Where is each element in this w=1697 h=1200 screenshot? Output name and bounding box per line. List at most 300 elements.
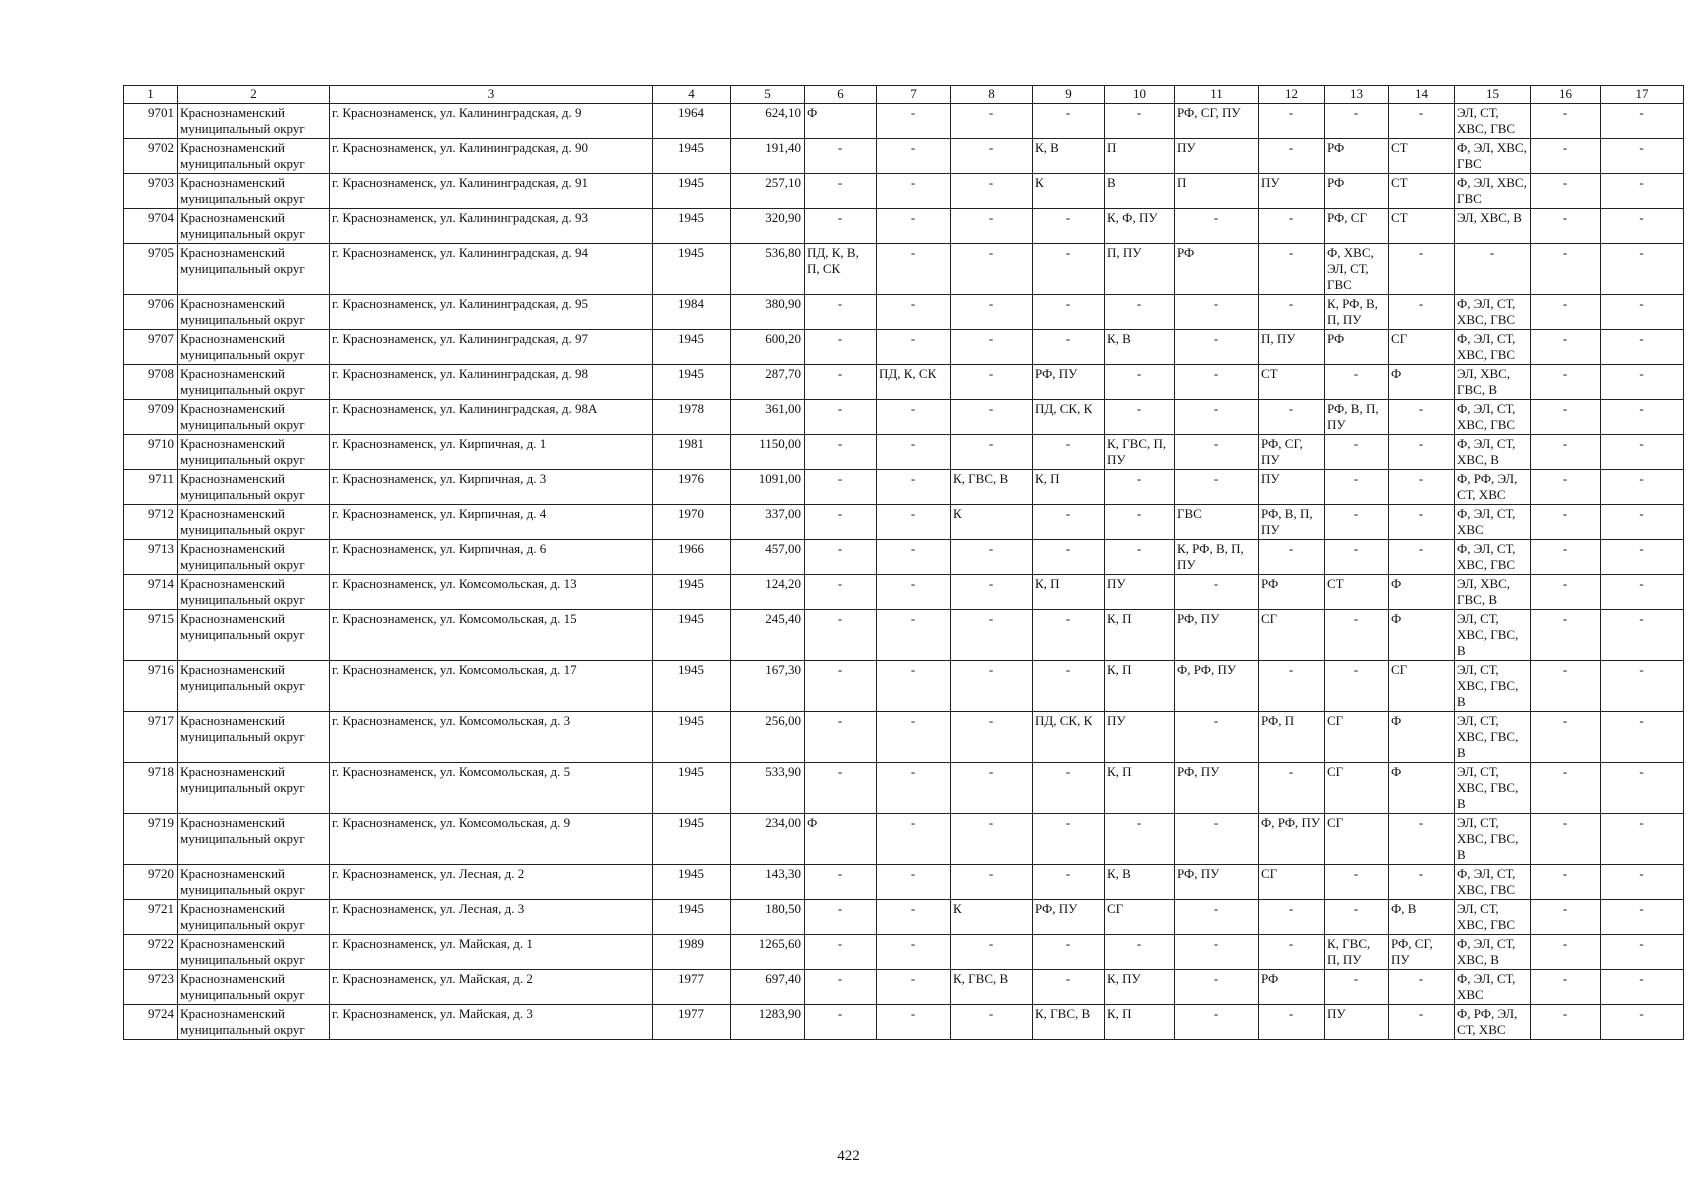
col-15-cell: Ф, ЭЛ, ХВС, ГВС xyxy=(1455,174,1531,209)
build-year-cell: 1945 xyxy=(653,900,731,935)
col-7-cell: ПД, К, СК xyxy=(877,365,951,400)
municipality-cell: Краснознаменский муниципальный округ xyxy=(178,610,330,661)
col-8-cell: - xyxy=(951,935,1033,970)
col-15-cell: Ф, ЭЛ, СТ, ХВС, В xyxy=(1455,935,1531,970)
col-16-cell: - xyxy=(1531,470,1601,505)
build-year-cell: 1945 xyxy=(653,814,731,865)
municipality-cell: Краснознаменский муниципальный округ xyxy=(178,435,330,470)
col-6-cell: - xyxy=(805,365,877,400)
row-id-cell: 9713 xyxy=(124,540,178,575)
col-16-cell: - xyxy=(1531,661,1601,712)
col-9-cell: - xyxy=(1033,661,1105,712)
col-15-cell: Ф, ЭЛ, ХВС, ГВС xyxy=(1455,139,1531,174)
build-year-cell: 1976 xyxy=(653,470,731,505)
col-11-cell: - xyxy=(1175,712,1259,763)
col-6-cell: - xyxy=(805,970,877,1005)
col-10-cell: - xyxy=(1105,470,1175,505)
col-10-cell: СГ xyxy=(1105,900,1175,935)
col-11-cell: - xyxy=(1175,209,1259,244)
col-6-cell: - xyxy=(805,209,877,244)
col-11-cell: - xyxy=(1175,900,1259,935)
column-header-6: 6 xyxy=(805,86,877,104)
address-cell: г. Краснознаменск, ул. Калининградская, д. 97 xyxy=(330,330,653,365)
col-7-cell: - xyxy=(877,330,951,365)
build-year-cell: 1945 xyxy=(653,365,731,400)
row-id-cell: 9715 xyxy=(124,610,178,661)
col-13-cell: Ф, ХВС, ЭЛ, СТ, ГВС xyxy=(1325,244,1389,295)
col-12-cell: - xyxy=(1259,763,1325,814)
col-15-cell: Ф, ЭЛ, СТ, ХВС xyxy=(1455,970,1531,1005)
col-7-cell: - xyxy=(877,400,951,435)
table-row xyxy=(124,505,1684,540)
column-header-16: 16 xyxy=(1531,86,1601,104)
col-17-cell: - xyxy=(1601,295,1684,330)
col-6-cell: - xyxy=(805,540,877,575)
col-8-cell: - xyxy=(951,610,1033,661)
col-10-cell: К, ГВС, П, ПУ xyxy=(1105,435,1175,470)
col-7-cell: - xyxy=(877,865,951,900)
table-row xyxy=(124,865,1684,900)
col-16-cell: - xyxy=(1531,865,1601,900)
col-11-cell: - xyxy=(1175,330,1259,365)
build-year-cell: 1977 xyxy=(653,970,731,1005)
municipality-cell: Краснознаменский муниципальный округ xyxy=(178,900,330,935)
col-12-cell: - xyxy=(1259,400,1325,435)
municipality-cell: Краснознаменский муниципальный округ xyxy=(178,865,330,900)
column-header-2: 2 xyxy=(178,86,330,104)
col-13-cell: К, РФ, В, П, ПУ xyxy=(1325,295,1389,330)
col-15-cell: ЭЛ, СТ, ХВС, ГВС, В xyxy=(1455,814,1531,865)
col-16-cell: - xyxy=(1531,209,1601,244)
build-year-cell: 1945 xyxy=(653,661,731,712)
build-year-cell: 1945 xyxy=(653,610,731,661)
table-row xyxy=(124,935,1684,970)
col-6-cell: - xyxy=(805,1005,877,1040)
col-12-cell: П, ПУ xyxy=(1259,330,1325,365)
municipality-cell: Краснознаменский муниципальный округ xyxy=(178,661,330,712)
row-id-cell: 9702 xyxy=(124,139,178,174)
col-6-cell: - xyxy=(805,865,877,900)
table-row xyxy=(124,814,1684,865)
col-12-cell: - xyxy=(1259,661,1325,712)
column-header-11: 11 xyxy=(1175,86,1259,104)
row-id-cell: 9706 xyxy=(124,295,178,330)
address-cell: г. Краснознаменск, ул. Кирпичная, д. 1 xyxy=(330,435,653,470)
area-cell: 287,70 xyxy=(731,365,805,400)
col-11-cell: - xyxy=(1175,400,1259,435)
col-14-cell: СГ xyxy=(1389,661,1455,712)
municipality-cell: Краснознаменский муниципальный округ xyxy=(178,139,330,174)
col-15-cell: ЭЛ, ХВС, ГВС, В xyxy=(1455,575,1531,610)
area-cell: 320,90 xyxy=(731,209,805,244)
col-8-cell: - xyxy=(951,174,1033,209)
col-9-cell: ПД, СК, К xyxy=(1033,712,1105,763)
col-9-cell: - xyxy=(1033,935,1105,970)
address-cell: г. Краснознаменск, ул. Майская, д. 2 xyxy=(330,970,653,1005)
table-row xyxy=(124,900,1684,935)
col-16-cell: - xyxy=(1531,1005,1601,1040)
col-6-cell: - xyxy=(805,712,877,763)
col-15-cell: Ф, ЭЛ, СТ, ХВС, ГВС xyxy=(1455,540,1531,575)
col-11-cell: РФ, ПУ xyxy=(1175,610,1259,661)
col-17-cell: - xyxy=(1601,505,1684,540)
municipality-cell: Краснознаменский муниципальный округ xyxy=(178,470,330,505)
col-16-cell: - xyxy=(1531,435,1601,470)
col-15-cell: Ф, РФ, ЭЛ, СТ, ХВС xyxy=(1455,470,1531,505)
col-9-cell: - xyxy=(1033,295,1105,330)
row-id-cell: 9710 xyxy=(124,435,178,470)
col-13-cell: - xyxy=(1325,865,1389,900)
col-7-cell: - xyxy=(877,900,951,935)
col-16-cell: - xyxy=(1531,295,1601,330)
col-14-cell: СТ xyxy=(1389,174,1455,209)
col-6-cell: - xyxy=(805,139,877,174)
col-7-cell: - xyxy=(877,104,951,139)
area-cell: 337,00 xyxy=(731,505,805,540)
column-header-10: 10 xyxy=(1105,86,1175,104)
col-8-cell: К xyxy=(951,505,1033,540)
col-14-cell: Ф, В xyxy=(1389,900,1455,935)
col-7-cell: - xyxy=(877,661,951,712)
col-10-cell: К, В xyxy=(1105,330,1175,365)
col-6-cell: - xyxy=(805,505,877,540)
col-10-cell: - xyxy=(1105,505,1175,540)
col-6-cell: Ф xyxy=(805,814,877,865)
col-10-cell: К, В xyxy=(1105,865,1175,900)
build-year-cell: 1945 xyxy=(653,712,731,763)
col-12-cell: СТ xyxy=(1259,365,1325,400)
col-7-cell: - xyxy=(877,970,951,1005)
col-15-cell: Ф, ЭЛ, СТ, ХВС xyxy=(1455,505,1531,540)
municipality-cell: Краснознаменский муниципальный округ xyxy=(178,295,330,330)
col-8-cell: - xyxy=(951,763,1033,814)
municipality-cell: Краснознаменский муниципальный округ xyxy=(178,209,330,244)
address-cell: г. Краснознаменск, ул. Калининградская, д. 91 xyxy=(330,174,653,209)
col-10-cell: - xyxy=(1105,104,1175,139)
col-12-cell: ПУ xyxy=(1259,470,1325,505)
row-id-cell: 9718 xyxy=(124,763,178,814)
col-9-cell: - xyxy=(1033,540,1105,575)
area-cell: 234,00 xyxy=(731,814,805,865)
col-8-cell: К, ГВС, В xyxy=(951,970,1033,1005)
table-row xyxy=(124,104,1684,139)
table-row xyxy=(124,295,1684,330)
col-17-cell: - xyxy=(1601,900,1684,935)
col-10-cell: ПУ xyxy=(1105,575,1175,610)
col-9-cell: - xyxy=(1033,763,1105,814)
register-table xyxy=(123,85,1684,1040)
col-14-cell: Ф xyxy=(1389,610,1455,661)
col-17-cell: - xyxy=(1601,174,1684,209)
col-7-cell: - xyxy=(877,814,951,865)
col-11-cell: - xyxy=(1175,814,1259,865)
col-14-cell: - xyxy=(1389,104,1455,139)
col-17-cell: - xyxy=(1601,104,1684,139)
col-14-cell: СГ xyxy=(1389,330,1455,365)
col-10-cell: К, ПУ xyxy=(1105,970,1175,1005)
col-10-cell: К, Ф, ПУ xyxy=(1105,209,1175,244)
row-id-cell: 9711 xyxy=(124,470,178,505)
build-year-cell: 1966 xyxy=(653,540,731,575)
col-16-cell: - xyxy=(1531,244,1601,295)
col-7-cell: - xyxy=(877,174,951,209)
area-cell: 167,30 xyxy=(731,661,805,712)
table-row xyxy=(124,575,1684,610)
col-6-cell: Ф xyxy=(805,104,877,139)
municipality-cell: Краснознаменский муниципальный округ xyxy=(178,814,330,865)
col-14-cell: СТ xyxy=(1389,139,1455,174)
col-6-cell: - xyxy=(805,174,877,209)
col-13-cell: РФ, В, П, ПУ xyxy=(1325,400,1389,435)
col-12-cell: СГ xyxy=(1259,865,1325,900)
column-header-13: 13 xyxy=(1325,86,1389,104)
row-id-cell: 9709 xyxy=(124,400,178,435)
municipality-cell: Краснознаменский муниципальный округ xyxy=(178,400,330,435)
col-15-cell: Ф, ЭЛ, СТ, ХВС, ГВС xyxy=(1455,400,1531,435)
col-16-cell: - xyxy=(1531,575,1601,610)
col-7-cell: - xyxy=(877,1005,951,1040)
col-10-cell: - xyxy=(1105,295,1175,330)
col-8-cell: - xyxy=(951,209,1033,244)
col-11-cell: - xyxy=(1175,295,1259,330)
col-17-cell: - xyxy=(1601,470,1684,505)
build-year-cell: 1945 xyxy=(653,174,731,209)
row-id-cell: 9705 xyxy=(124,244,178,295)
col-7-cell: - xyxy=(877,139,951,174)
col-9-cell: РФ, ПУ xyxy=(1033,900,1105,935)
col-8-cell: - xyxy=(951,540,1033,575)
column-header-8: 8 xyxy=(951,86,1033,104)
col-13-cell: - xyxy=(1325,610,1389,661)
col-13-cell: - xyxy=(1325,900,1389,935)
col-10-cell: К, П xyxy=(1105,610,1175,661)
col-10-cell: - xyxy=(1105,814,1175,865)
area-cell: 1150,00 xyxy=(731,435,805,470)
area-cell: 245,40 xyxy=(731,610,805,661)
col-10-cell: - xyxy=(1105,540,1175,575)
col-12-cell: - xyxy=(1259,104,1325,139)
col-16-cell: - xyxy=(1531,935,1601,970)
col-11-cell: РФ, ПУ xyxy=(1175,763,1259,814)
table-row xyxy=(124,540,1684,575)
address-cell: г. Краснознаменск, ул. Комсомольская, д. 9 xyxy=(330,814,653,865)
col-8-cell: - xyxy=(951,400,1033,435)
area-cell: 533,90 xyxy=(731,763,805,814)
area-cell: 256,00 xyxy=(731,712,805,763)
col-11-cell: РФ xyxy=(1175,244,1259,295)
col-13-cell: - xyxy=(1325,970,1389,1005)
col-14-cell: РФ, СГ, ПУ xyxy=(1389,935,1455,970)
col-9-cell: - xyxy=(1033,865,1105,900)
col-17-cell: - xyxy=(1601,610,1684,661)
col-8-cell: - xyxy=(951,330,1033,365)
table-row xyxy=(124,610,1684,661)
col-9-cell: К xyxy=(1033,174,1105,209)
col-9-cell: - xyxy=(1033,610,1105,661)
col-10-cell: К, П xyxy=(1105,1005,1175,1040)
address-cell: г. Краснознаменск, ул. Комсомольская, д. 5 xyxy=(330,763,653,814)
col-16-cell: - xyxy=(1531,104,1601,139)
col-14-cell: - xyxy=(1389,814,1455,865)
col-9-cell: - xyxy=(1033,330,1105,365)
col-8-cell: - xyxy=(951,814,1033,865)
col-15-cell: ЭЛ, ХВС, В xyxy=(1455,209,1531,244)
col-7-cell: - xyxy=(877,712,951,763)
address-cell: г. Краснознаменск, ул. Калининградская, д. 95 xyxy=(330,295,653,330)
col-11-cell: П xyxy=(1175,174,1259,209)
col-11-cell: Ф, РФ, ПУ xyxy=(1175,661,1259,712)
area-cell: 1091,00 xyxy=(731,470,805,505)
table-row xyxy=(124,400,1684,435)
col-13-cell: СГ xyxy=(1325,763,1389,814)
municipality-cell: Краснознаменский муниципальный округ xyxy=(178,1005,330,1040)
col-14-cell: Ф xyxy=(1389,575,1455,610)
col-14-cell: Ф xyxy=(1389,763,1455,814)
col-12-cell: - xyxy=(1259,139,1325,174)
row-id-cell: 9724 xyxy=(124,1005,178,1040)
col-14-cell: - xyxy=(1389,295,1455,330)
col-8-cell: - xyxy=(951,435,1033,470)
address-cell: г. Краснознаменск, ул. Лесная, д. 2 xyxy=(330,865,653,900)
col-8-cell: - xyxy=(951,104,1033,139)
table-row xyxy=(124,244,1684,295)
col-13-cell: - xyxy=(1325,435,1389,470)
row-id-cell: 9701 xyxy=(124,104,178,139)
col-12-cell: ПУ xyxy=(1259,174,1325,209)
col-17-cell: - xyxy=(1601,365,1684,400)
address-cell: г. Краснознаменск, ул. Калининградская, д. 94 xyxy=(330,244,653,295)
col-7-cell: - xyxy=(877,610,951,661)
col-8-cell: - xyxy=(951,661,1033,712)
col-8-cell: - xyxy=(951,575,1033,610)
column-header-9: 9 xyxy=(1033,86,1105,104)
col-9-cell: - xyxy=(1033,505,1105,540)
col-13-cell: - xyxy=(1325,470,1389,505)
column-header-12: 12 xyxy=(1259,86,1325,104)
col-11-cell: ПУ xyxy=(1175,139,1259,174)
col-10-cell: В xyxy=(1105,174,1175,209)
col-13-cell: - xyxy=(1325,505,1389,540)
address-cell: г. Краснознаменск, ул. Комсомольская, д. 17 xyxy=(330,661,653,712)
row-id-cell: 9712 xyxy=(124,505,178,540)
col-8-cell: - xyxy=(951,712,1033,763)
col-13-cell: К, ГВС, П, ПУ xyxy=(1325,935,1389,970)
col-7-cell: - xyxy=(877,295,951,330)
col-13-cell: - xyxy=(1325,540,1389,575)
col-12-cell: - xyxy=(1259,244,1325,295)
municipality-cell: Краснознаменский муниципальный округ xyxy=(178,244,330,295)
col-11-cell: РФ, ПУ xyxy=(1175,865,1259,900)
col-6-cell: - xyxy=(805,575,877,610)
area-cell: 624,10 xyxy=(731,104,805,139)
area-cell: 1283,90 xyxy=(731,1005,805,1040)
table-row xyxy=(124,712,1684,763)
area-cell: 361,00 xyxy=(731,400,805,435)
col-13-cell: РФ xyxy=(1325,174,1389,209)
col-9-cell: РФ, ПУ xyxy=(1033,365,1105,400)
column-header-4: 4 xyxy=(653,86,731,104)
col-16-cell: - xyxy=(1531,400,1601,435)
municipality-cell: Краснознаменский муниципальный округ xyxy=(178,330,330,365)
col-16-cell: - xyxy=(1531,540,1601,575)
build-year-cell: 1984 xyxy=(653,295,731,330)
col-9-cell: ПД, СК, К xyxy=(1033,400,1105,435)
col-15-cell: ЭЛ, СТ, ХВС, ГВС, В xyxy=(1455,610,1531,661)
row-id-cell: 9722 xyxy=(124,935,178,970)
col-15-cell: Ф, ЭЛ, СТ, ХВС, ГВС xyxy=(1455,865,1531,900)
col-8-cell: - xyxy=(951,365,1033,400)
col-10-cell: - xyxy=(1105,400,1175,435)
municipality-cell: Краснознаменский муниципальный округ xyxy=(178,970,330,1005)
col-14-cell: - xyxy=(1389,970,1455,1005)
col-15-cell: Ф, ЭЛ, СТ, ХВС, В xyxy=(1455,435,1531,470)
col-11-cell: - xyxy=(1175,575,1259,610)
area-cell: 191,40 xyxy=(731,139,805,174)
col-9-cell: - xyxy=(1033,104,1105,139)
col-15-cell: Ф, РФ, ЭЛ, СТ, ХВС xyxy=(1455,1005,1531,1040)
build-year-cell: 1945 xyxy=(653,865,731,900)
table-row xyxy=(124,174,1684,209)
col-8-cell: К, ГВС, В xyxy=(951,470,1033,505)
col-11-cell: ГВС xyxy=(1175,505,1259,540)
col-12-cell: РФ xyxy=(1259,575,1325,610)
col-15-cell: Ф, ЭЛ, СТ, ХВС, ГВС xyxy=(1455,295,1531,330)
col-17-cell: - xyxy=(1601,661,1684,712)
col-16-cell: - xyxy=(1531,610,1601,661)
col-14-cell: - xyxy=(1389,435,1455,470)
col-9-cell: - xyxy=(1033,970,1105,1005)
col-6-cell: - xyxy=(805,661,877,712)
table-row xyxy=(124,763,1684,814)
column-header-5: 5 xyxy=(731,86,805,104)
col-8-cell: - xyxy=(951,295,1033,330)
table-row xyxy=(124,661,1684,712)
col-12-cell: - xyxy=(1259,295,1325,330)
col-9-cell: - xyxy=(1033,244,1105,295)
col-17-cell: - xyxy=(1601,865,1684,900)
build-year-cell: 1945 xyxy=(653,330,731,365)
col-9-cell: К, ГВС, В xyxy=(1033,1005,1105,1040)
col-12-cell: СГ xyxy=(1259,610,1325,661)
col-10-cell: - xyxy=(1105,365,1175,400)
column-number-header-row xyxy=(124,86,1684,104)
table-row xyxy=(124,1005,1684,1040)
row-id-cell: 9708 xyxy=(124,365,178,400)
col-6-cell: - xyxy=(805,470,877,505)
row-id-cell: 9707 xyxy=(124,330,178,365)
table-row xyxy=(124,970,1684,1005)
col-14-cell: - xyxy=(1389,470,1455,505)
col-12-cell: - xyxy=(1259,1005,1325,1040)
col-11-cell: К, РФ, В, П, ПУ xyxy=(1175,540,1259,575)
col-7-cell: - xyxy=(877,435,951,470)
row-id-cell: 9714 xyxy=(124,575,178,610)
row-id-cell: 9703 xyxy=(124,174,178,209)
col-6-cell: - xyxy=(805,610,877,661)
col-8-cell: - xyxy=(951,865,1033,900)
col-17-cell: - xyxy=(1601,970,1684,1005)
col-10-cell: К, П xyxy=(1105,661,1175,712)
column-header-3: 3 xyxy=(330,86,653,104)
col-12-cell: РФ xyxy=(1259,970,1325,1005)
col-12-cell: - xyxy=(1259,900,1325,935)
col-17-cell: - xyxy=(1601,575,1684,610)
col-13-cell: РФ xyxy=(1325,330,1389,365)
col-7-cell: - xyxy=(877,470,951,505)
col-16-cell: - xyxy=(1531,900,1601,935)
col-14-cell: СТ xyxy=(1389,209,1455,244)
col-14-cell: - xyxy=(1389,865,1455,900)
